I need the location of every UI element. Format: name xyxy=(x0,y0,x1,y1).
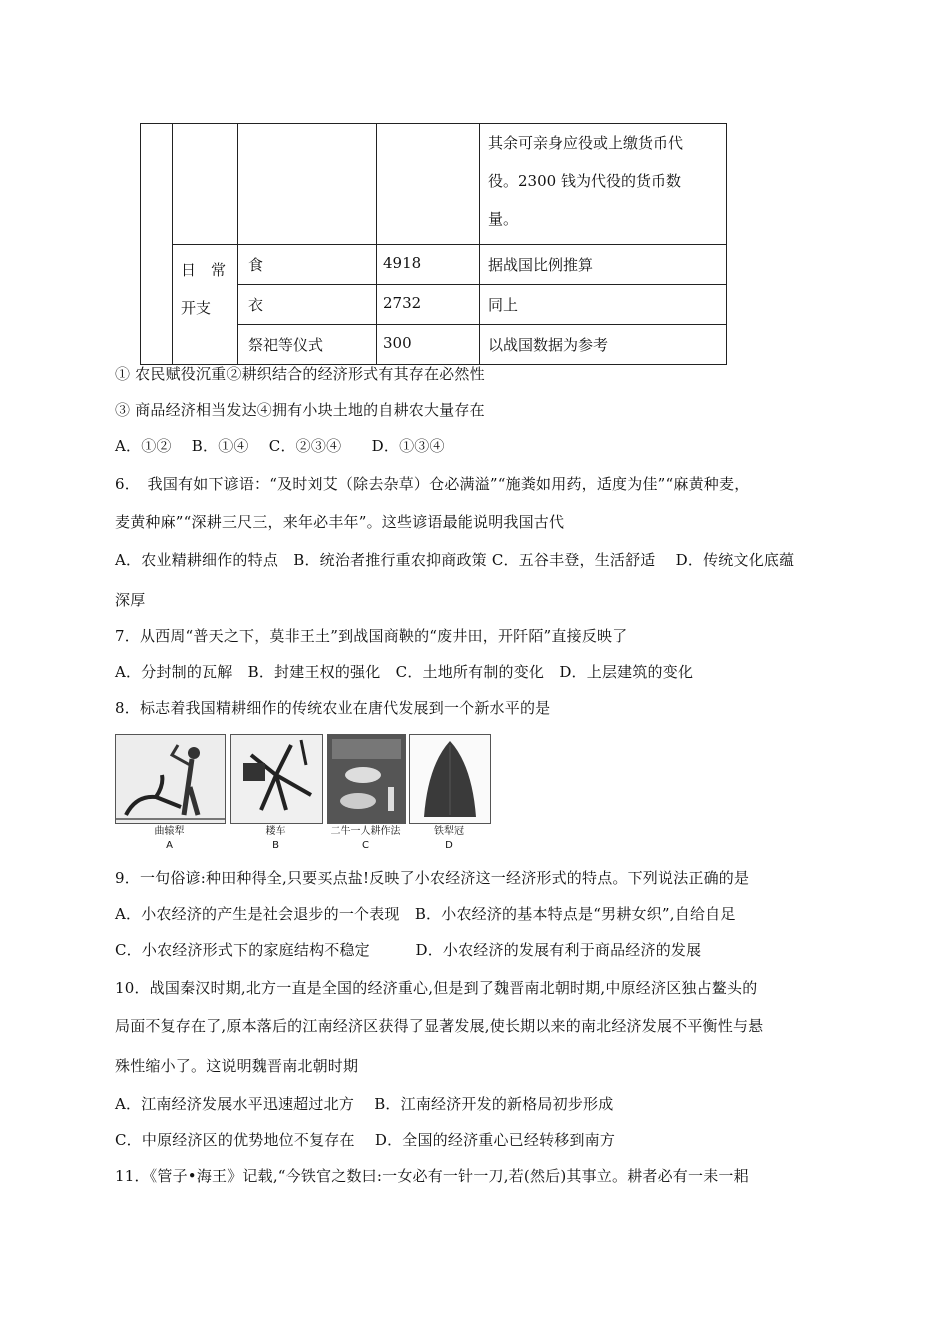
amount-text: 2732 xyxy=(383,294,422,312)
table-cell xyxy=(480,245,727,285)
table-cell xyxy=(238,325,377,365)
note-line: 役。2300 钱为代役的货币数 xyxy=(488,172,681,190)
note-text: 据战国比例推算 xyxy=(488,256,594,274)
image-iron-plowshare xyxy=(409,734,491,824)
caption-c: 二牛一人耕作法 xyxy=(330,826,401,837)
table-cell xyxy=(377,325,480,365)
q9-stem: 9．一句俗谚:种田种得全,只要买点盐!反映了小农经济这一经济形式的特点。下列说法正确的是 xyxy=(115,869,750,887)
amount-text: 300 xyxy=(383,334,412,352)
caption-c-letter: C xyxy=(362,840,369,851)
category-label: 日 常 xyxy=(181,261,227,279)
caption-b-letter: B xyxy=(272,840,279,851)
amount-text: 4918 xyxy=(383,254,422,272)
q6-stem-line-2: 麦黄种麻”“深耕三尺三，来年必丰年”。这些谚语最能说明我国古代 xyxy=(115,513,565,531)
table-cell xyxy=(173,124,238,245)
table-category-cell xyxy=(173,245,238,365)
table-cell xyxy=(377,245,480,285)
q7-options: A．分封制的瓦解 B．封建王权的强化 C．土地所有制的变化 D．上层建筑的变化 xyxy=(115,663,694,681)
note-line: 其余可亲身应役或上缴货币代 xyxy=(488,134,684,152)
q10-stem-line-3: 殊性缩小了。这说明魏晋南北朝时期 xyxy=(115,1057,359,1075)
q8-stem: 8．标志着我国精耕细作的传统农业在唐代发展到一个新水平的是 xyxy=(115,699,551,717)
note-line: 量。 xyxy=(488,210,519,228)
table-outer-cell xyxy=(141,124,173,365)
table-cell xyxy=(238,124,377,245)
q11-stem: 11．《管子•海王》记载,“今铁官之数曰:一女必有一针一刀,若(然后)其事立。耕者必有一耒一耜 xyxy=(115,1167,749,1185)
q7-stem: 7．从西周“普天之下，莫非王土”到战国商鞅的“废井田，开阡陌”直接反映了 xyxy=(115,627,628,645)
caption-a: 曲辕犁 xyxy=(154,826,185,837)
q5-options: A．①② B．①④ C．②③④ D．①③④ xyxy=(115,437,445,455)
caption-b: 耧车 xyxy=(265,826,286,837)
expense-table xyxy=(140,123,727,365)
q6-stem-line-1: 6． 我国有如下谚语：“及时刘艾（除去杂草）仓必满溢”“施粪如用药，适度为佳”“麻黄种麦， xyxy=(115,475,750,493)
q9-options-ab: A．小农经济的产生是社会退步的一个表现 B．小农经济的基本特点是“男耕女织”,自给自足 xyxy=(115,905,736,923)
category-label: 开支 xyxy=(181,299,212,317)
image-two-oxen xyxy=(327,734,406,824)
item-text: 衣 xyxy=(248,296,264,314)
item-text: 食 xyxy=(248,256,264,274)
note-text: 同上 xyxy=(488,296,519,314)
table-cell xyxy=(377,285,480,325)
q5-statement-1: ① 农民赋役沉重②耕织结合的经济形式有其存在必然性 xyxy=(115,365,485,383)
q10-stem-line-1: 10．战国秦汉时期,北方一直是全国的经济重心,但是到了魏晋南北朝时期,中原经济区独占鳌头的 xyxy=(115,979,758,997)
q5-statement-2: ③ 商品经济相当发达④拥有小块土地的自耕农大量存在 xyxy=(115,401,485,419)
item-text: 祭祀等仪式 xyxy=(248,336,324,354)
image-seed-drill xyxy=(230,734,323,824)
q10-stem-line-2: 局面不复存在了,原本落后的江南经济区获得了显著发展,使长期以来的南北经济发展不平衡性与悬 xyxy=(115,1017,764,1035)
table-cell xyxy=(480,285,727,325)
caption-a-letter: A xyxy=(166,840,173,851)
table-cell xyxy=(238,285,377,325)
table-cell xyxy=(480,325,727,365)
q6-options: A．农业精耕细作的特点 B．统治者推行重农抑商政策 C．五谷丰登，生活舒适 D．传统文化底蕴 xyxy=(115,551,795,569)
q10-options-cd: C．中原经济区的优势地位不复存在 D．全国的经济重心已经转移到南方 xyxy=(115,1131,616,1149)
note-text: 以战国数据为参考 xyxy=(488,336,609,354)
table-cell xyxy=(377,124,480,245)
q10-options-ab: A．江南经济发展水平迅速超过北方 B．江南经济开发的新格局初步形成 xyxy=(115,1095,614,1113)
caption-d: 铁犁冠 xyxy=(434,826,464,837)
caption-d-letter: D xyxy=(445,840,453,851)
image-curved-plow xyxy=(115,734,226,824)
table-cell xyxy=(238,245,377,285)
table-note-cell xyxy=(480,124,727,245)
q9-options-cd: C．小农经济形式下的家庭结构不稳定 D．小农经济的发展有利于商品经济的发展 xyxy=(115,941,702,959)
q6-options-wrap: 深厚 xyxy=(115,591,146,609)
